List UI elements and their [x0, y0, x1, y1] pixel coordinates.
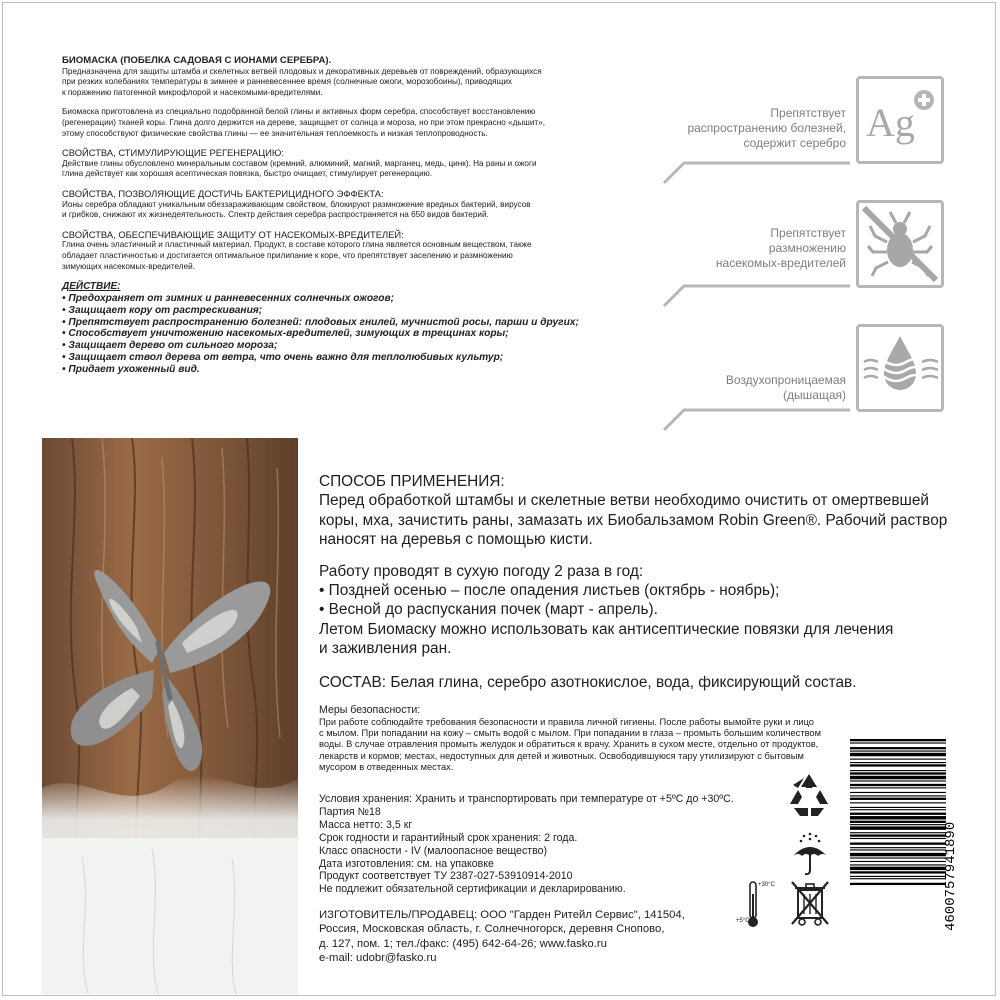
feature-caption [687, 106, 846, 151]
barcode-bar [850, 871, 946, 873]
tree-bark-image [42, 438, 298, 994]
keep-dry-umbrella-icon [790, 832, 830, 878]
temp-max-label: +30°С [758, 882, 775, 888]
breathable-icon [856, 324, 944, 412]
barcode-bar [850, 764, 946, 766]
barcode-bar [850, 813, 946, 815]
schedule-line: Летом Биомаску можно использовать как антисептические повязки для лечения [319, 620, 894, 638]
barcode-bar [850, 780, 946, 781]
intro-line: при резких колебаниях температуры в зимнее и ранневесеннее время (солнечные ожоги, морозобоины), приводящих [62, 77, 512, 87]
barcode-bar [850, 857, 946, 858]
section-line: обладает пластичностью и достигается оптимальное прилипание к коре, что препятствует заселению и размножению [62, 250, 513, 260]
do-not-dispose-bin-icon [788, 878, 832, 928]
composition-note-line: Биомаска приготовлена из специально подобранной белой глины и активных форм серебра, способствует восстановлению [62, 107, 536, 117]
action-title: ДЕЙСТВИЕ: [62, 281, 121, 293]
manufacturer-line: ИЗГОТОВИТЕЛЬ/ПРОДАВЕЦ: ООО "Гарден Ритейл Сервис", 141504, [319, 909, 685, 922]
usage-line: Перед обработкой штамбы и скелетные ветви необходимо очистить от омертвевшей [319, 492, 930, 510]
barcode-bar [850, 759, 946, 760]
action-item: • Придает ухоженный вид. [62, 364, 200, 376]
safety-line: воды. В случае отравления промыть желудок и обратиться к врачу. Хранить в сухом месте, отдельно от продуктов, [319, 739, 819, 750]
barcode-number: 4600757941890 [943, 821, 959, 931]
action-item: • Защищает ствол дерева от ветра, что очень важно для теплолюбивых культур; [62, 352, 504, 364]
barcode-bar [850, 816, 946, 819]
manufacturer-line: д. 127, пом. 1; тел./факс: (495) 642-64-26; www.fasko.ru [319, 937, 607, 950]
section-insects [62, 230, 662, 272]
feature-caption [726, 373, 846, 403]
barcode-bar [850, 876, 946, 877]
product-title: БИОМАСКА (ПОБЕЛКА САДОВАЯ С ИОНАМИ СЕРЕБРА). [62, 55, 332, 66]
barcode-bar [850, 772, 946, 774]
composition-value: Белая глина, серебро азотнокислое, вода, фиксирующий состав. [386, 673, 857, 691]
section-heading: СВОЙСТВА, СТИМУЛИРУЮЩИЕ РЕГЕНЕРАЦИЮ: [62, 147, 284, 159]
barcode-bar [850, 739, 946, 741]
feature-caption-line: содержит серебро [743, 136, 846, 150]
barcode-bar [850, 798, 946, 800]
action-item: • Препятствует распространению болезней: плодовых гнилей, мучнистой росы, парши и других; [62, 316, 579, 328]
action-list [62, 293, 662, 376]
intro-line: Предназначена для защиты штамба и скелетных ветвей плодовых и декоративных деревьев от повреждений, образующихся [62, 66, 542, 76]
safety-line: лекарств и кормов; местах, недоступных для детей и животных. Освободившуюся тару утилизируют с бытовым [319, 750, 804, 761]
barcode-bar [850, 843, 946, 845]
section-bactericidal [62, 189, 662, 221]
barcode-bar [850, 883, 946, 885]
barcode-bar [850, 824, 946, 825]
barcode-bar [850, 809, 946, 810]
usage-line: наносят на деревья с помощью кисти. [319, 531, 593, 549]
silver-ag-icon [856, 76, 944, 164]
section-heading: СВОЙСТВА, ПОЗВОЛЯЮЩИЕ ДОСТИЧЬ БАКТЕРИЦИДНОГО ЭФФЕКТА: [62, 187, 384, 199]
barcode-bar [850, 838, 946, 839]
section-line: глина действует как хорошая асептическая повязка, быстро очищает, стимулирует регенерацию. [62, 169, 433, 179]
barcode-bar [850, 847, 946, 848]
feature-caption [716, 226, 846, 271]
composition-note [62, 107, 662, 139]
feature-breathable [654, 324, 944, 412]
ag-symbol-text: Ag [866, 100, 915, 145]
safety-title: Меры безопасности: [319, 704, 421, 717]
barcode-bar [850, 795, 946, 796]
manufacturer-line: Россия, Московская область, г. Солнечногорск, деревня Снопово, [319, 923, 665, 936]
barcode-bar [850, 867, 946, 870]
info-line: Класс опасности - IV (малоопасное вещество) [319, 844, 548, 857]
barcode-bars [850, 739, 946, 885]
feature-caption-line: Препятствует [770, 106, 846, 120]
composition-note-line: этому способствуют физические свойства глины — ее значительная теплоемкость и низкая теплопроводность. [62, 128, 488, 138]
info-line: Дата изготовления: см. на упаковке [319, 857, 494, 870]
safety-line: мусором в отведенных местах. [319, 761, 454, 772]
feature-caption-line: Препятствует [770, 226, 846, 240]
section-line: зимующих насекомых-вредителей. [62, 261, 195, 271]
barcode-bar [850, 751, 946, 752]
section-line: Действие глины обусловлено минеральным составом (кремний, алюминий, магний, марганец, медь, цинк). На раны и ожоги [62, 158, 537, 168]
schedule-line: • Поздней осенью – после опадения листьев (октябрь - ноябрь); [319, 582, 780, 600]
schedule-line: • Весной до распускания почек (март - апрель). [319, 601, 658, 619]
recycle-icon [784, 770, 834, 820]
schedule-line: и заживления ран. [319, 640, 452, 658]
barcode-bar [850, 864, 946, 865]
info-line: Продукт соответствует ТУ 2387-027-53910914-2010 [319, 870, 573, 883]
manufacturer-line: e-mail: udobr@fasko.ru [319, 951, 437, 964]
barcode-bar [850, 861, 946, 862]
feature-caption-line: насекомых-вредителей [715, 256, 846, 270]
section-line: Ионы серебра обладают уникальным обеззараживающим свойством, блокируют размножение вредных бактерий, вирусов [62, 199, 531, 209]
barcode-bar [850, 834, 946, 836]
usage-line: коры, мха, зачистить раны, замазать их Биобальзамом Robin Green®. Рабочий раствор [319, 511, 948, 529]
feature-caption-line: распространению болезней, [687, 121, 846, 135]
barcode-bar [850, 747, 946, 749]
section-line: Глина очень эластичный и пластичный материал. Продукт, в составе которого глина является основным веществом, также [62, 240, 532, 250]
barcode-bar [850, 776, 946, 779]
barcode-bar [850, 742, 946, 743]
safety-line: с мылом. При попадании на кожу – смыть водой с мылом. При попадании в глаза – промыть большим количеством [319, 728, 821, 739]
schedule-line: Работу проводят в сухую погоду 2 раза в год: [319, 562, 644, 580]
feature-caption-line: (дышащая) [783, 388, 846, 402]
info-line: Условия хранения: Хранить и транспортировать при температуре от +5ºС до +30ºС. [319, 792, 734, 805]
intro-line: к поражению патогенной микрофлорой и насекомыми-вредителями. [62, 87, 323, 97]
safety-line: При работе соблюдайте требования безопасности и правила личной гигиены. После работы вымойте руки и лицо [319, 716, 814, 727]
barcode-bar [850, 878, 946, 879]
info-line: Партия №18 [319, 805, 381, 818]
product-description [62, 56, 662, 376]
barcode-bar [850, 826, 946, 829]
composition-note-line: (регенерации) тканей коры. Глина долго держится на дереве, защищает от солнца и мороза, но при этом прекрасно «дышит», [62, 117, 545, 127]
action-item: • Предохраняет от зимних и ранневесенних солнечных ожогов; [62, 292, 395, 304]
barcode-bar [850, 792, 946, 793]
intro-text [62, 67, 662, 99]
action-item: • Защищает кору от растрескивания; [62, 304, 263, 316]
barcode-bar [850, 807, 946, 808]
section-heading: СВОЙСТВА, ОБЕСПЕЧИВАЮЩИЕ ЗАЩИТУ ОТ НАСЕКОМЫХ-ВРЕДИТЕЛЕЙ: [62, 228, 404, 240]
bark-illustration [42, 438, 298, 994]
usage-title: СПОСОБ ПРИМЕНЕНИЯ: [319, 473, 505, 490]
barcode-bar [850, 762, 946, 763]
drop-waves-glyph [860, 328, 940, 408]
barcode-bar [850, 770, 946, 771]
temperature-range-icon [736, 878, 782, 932]
section-line: и грибков, снижают их жизнедеятельность. Спектр действия серебра распространяется на 650 видов бактерий. [62, 210, 489, 220]
crossed-bug-glyph [860, 204, 940, 284]
temp-min-label: +5°С [736, 918, 750, 924]
info-line: Масса нетто: 3,5 кг [319, 818, 413, 831]
feature-silver [654, 76, 944, 164]
feature-insects [654, 200, 944, 288]
feature-caption-line: Воздухопроницаемая [725, 373, 846, 387]
composition-line [319, 673, 959, 692]
barcode-bar [850, 849, 946, 850]
barcode-bar [850, 832, 946, 833]
barcode-bar [850, 802, 946, 803]
barcode-bar [850, 853, 946, 856]
barcode-bar [850, 753, 946, 756]
section-regeneration [62, 148, 662, 180]
ag-plus-glyph [860, 80, 940, 160]
action-item: • Способствует уничтожению насекомых-вредителей, зимующих в трещинах коры; [62, 328, 509, 340]
feature-caption-line: размножению [768, 241, 846, 255]
composition-label: СОСТАВ: [319, 673, 387, 691]
barcode-bar [850, 821, 946, 823]
no-insects-icon [856, 200, 944, 288]
barcode-bar [850, 784, 946, 786]
barcode-bar [850, 787, 946, 788]
info-line: Не подлежит обязательной сертификации и декларированию. [319, 883, 626, 896]
barcode [850, 735, 970, 935]
action-item: • Защищает дерево от сильного мороза; [62, 340, 278, 352]
info-line: Срок годности и гарантийный срок хранения: 2 года. [319, 831, 578, 844]
